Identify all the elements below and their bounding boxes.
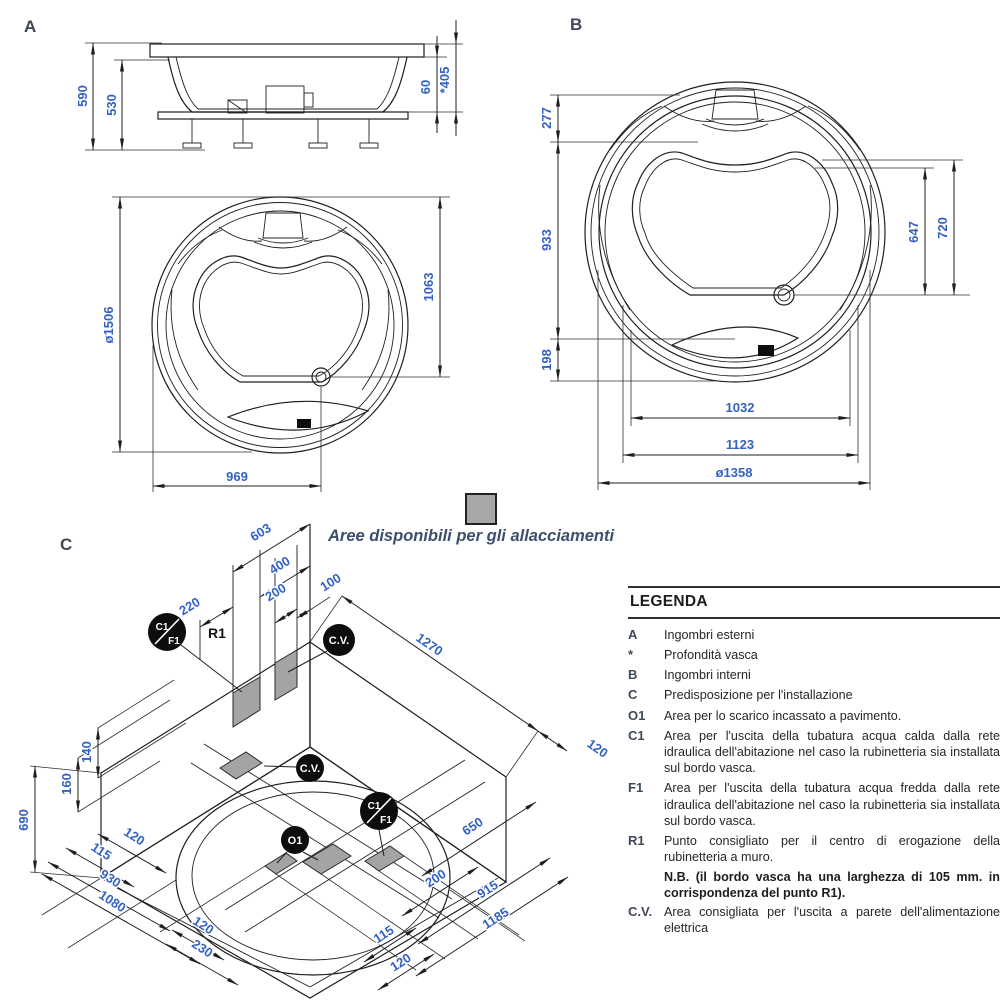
dim-198: 198 [539,349,554,371]
dim-230: 230 [189,936,216,961]
dim-220: 220 [176,594,203,619]
legend-item-o1: O1 Area per lo scarico incassato a pavimento. [628,707,902,723]
dim-1358: ø1358 [715,465,753,480]
dim-530: 530 [104,94,119,116]
dim-915: 915 [474,877,501,902]
marker-c1f1-floor [360,792,398,856]
frame-legs [183,119,378,148]
drain-block [758,345,774,356]
dim-160: 160 [59,773,74,795]
marker-r1-label: R1 [208,625,226,641]
dim-1032: 1032 [725,400,755,415]
bottom-right-dims [364,802,568,990]
dim-1063: 1063 [421,272,436,302]
ring-channels [171,230,389,390]
dim-60: 60 [418,79,433,95]
section-c-drawing [16,520,660,1000]
legend-item-c1: C1 Area per l'uscita della tubatura acqua calda dalla rete idraulica dell'abitazione nel caso la rubinetteria sia installata sul bordo vasca. [628,727,1000,776]
dim-200br: 200 [422,866,449,891]
dim-933: 933 [539,229,554,251]
dim-930: 930 [97,866,124,891]
legend-item-a: A Ingombri esterni [628,627,755,642]
dim-120br: 120 [387,950,414,975]
section-a-drawing [0,0,520,505]
drain-circle [312,368,330,386]
dim-647: 647 [906,221,921,243]
dim-1080: 1080 [96,887,129,916]
svg-text:C.V.: C.V. [299,763,321,775]
dim-603: 603 [247,520,274,545]
dim-1123: 1123 [725,437,755,452]
dim-277: 277 [539,107,554,129]
section-b-top-view [539,82,970,490]
dim-120bl: 120 [121,824,148,849]
section-b-label: B [570,15,583,34]
section-b-drawing [530,0,1000,515]
drain-block [297,419,311,428]
dim-115bl: 115 [88,839,115,864]
marker-cv-label: C.V. [328,635,350,647]
dim-120bl2: 120 [190,913,217,938]
dim-200w: 200 [262,580,289,605]
marker-f1-label: F1 [168,636,180,647]
legend-panel [628,586,1000,940]
dim-140: 140 [79,741,94,763]
dim-400: 400 [266,553,293,578]
section-a-label: A [24,17,37,36]
marker-c1f1-wall [148,613,242,692]
dim-650: 650 [459,814,486,839]
left-vertical-dims [16,728,98,872]
svg-text:F1: F1 [380,815,392,826]
floor-area-o1-a [265,853,297,874]
legend-item-r1-note: N.B. (il bordo vasca ha una larghezza di 105 mm. in corrispondenza del punto R1). [664,870,1000,901]
apron-lens [672,327,798,358]
legend-item-asterisk: * Profondità vasca [628,647,758,663]
dim-120tr: 120 [584,735,611,761]
dim-1185: 1185 [479,904,512,933]
dim-969: 969 [226,469,248,484]
dim-115br: 115 [370,922,397,947]
legend-item-r1: R1 Punto consigliato per il centro di erogazione della rubinetteria a muro. [628,832,1000,865]
dim-1506: ø1506 [101,306,116,344]
walls [101,524,506,882]
legend-item-f1: F1 Area per l'uscita della tubatura acqua fredda dalla rete idraulica dell'abitazione nel caso la rubinetteria sia installata sul bordo vasca. [628,780,1000,828]
legend-item-cv: C.V. Area consigliata per l'uscita a parete dell'alimentazione elettrica [628,903,1000,936]
dim-720: 720 [935,217,950,239]
section-a-top-view [101,197,450,492]
marker-c1-label: C1 [155,622,169,633]
dim-690: 690 [16,809,31,831]
dim-405: *405 [437,66,452,94]
floor-area-o1-b [303,844,351,874]
floor-area-c1f1 [365,846,404,871]
dim-590: 590 [75,85,90,107]
dim-100: 100 [317,570,344,595]
section-a-side-view [75,20,463,150]
legend-title-rule [628,617,1000,619]
legend-item-c: C Predisposizione per l'installazione [628,687,853,703]
connection-area-caption: Aree disponibili per gli allacciamenti [328,527,615,545]
svg-text:O1: O1 [287,835,303,847]
section-c-label: C [60,535,73,554]
legend-item-b: B Ingombri interni [628,667,751,683]
headrest [219,213,347,248]
dim-1270: 1270 [413,629,446,659]
legend-title: LEGENDA [630,593,708,610]
svg-text:C1: C1 [367,801,381,812]
